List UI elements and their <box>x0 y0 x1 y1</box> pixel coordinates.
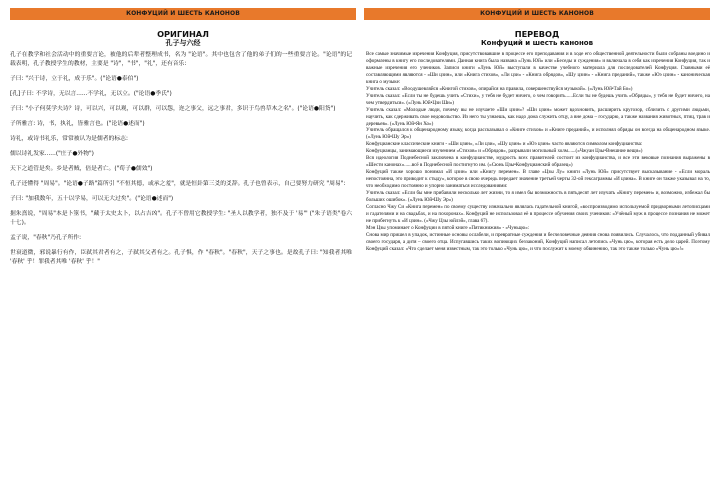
translation-paragraph: Конфуций также хорошо понимал «И цзин» или «Книгу перемен». В главе «Цзы Лу» книги «Лунь Юй» присутствует высказывание - «Если мораль непостоянна, это приводит к стыду», которое в свою очередь передает значение третьей черты 32-ой гексаграммы «И цзина». В книге он также указывал на то, что необходимо постоянно и упорно заниматься исследованиями: <box>366 169 710 190</box>
translation-paragraph: Учитель сказал: «Если ты не будешь учить «Стихи», у тебя не будет ничего, о чем говорить......Если ты не будешь учить «Обряды», у тебя не будет ничего, на чем утвердиться». («Лунь Юй•Цзи Ши») <box>366 92 710 106</box>
original-paragraph: 诗礼，或诗书礼乐，常常被认为是儒者的标志: <box>10 135 128 142</box>
translation-title: ПЕРЕВОД <box>514 29 560 39</box>
translation-paragraph: Согласно Чжу Си «Книга перемен» по своему существу изначально являлась гадательной книгой, «воспроизводимо используемой придворными летописцами и гадателями и на свадьбах, и на похоронах». Конфуций не использовал её в процессе обучения своих учеников: «Учёный муж в процессе познания не может не прибегнуть к «И цзин». («Чжу Цзы юйлэй», глава 67). <box>366 203 710 224</box>
original-paragraph: [孔]子曰: 不学诗，无以言......不学礼，无以立。("论语●季氏") <box>10 90 172 97</box>
original-paragraph: 世衰道微，邪说暴行有作，臣弑其君者有之，子弑其父者有之。孔子惧，作 "春秋"。"春秋"，天子之事也。是故孔子曰: "知我者其唯 '春秋' 乎！罪我者其唯 '春秋' 乎！" <box>10 250 352 265</box>
original-paragraph: 天下之道管是矣。乡是者贼，倍是者亡。("荀子●儒效") <box>10 166 153 173</box>
original-subtitle: 孔子与六经 <box>165 39 201 47</box>
original-paragraph: 子曰: "加我数年，五十以学易，可以无大过矣"。("论语●述而") <box>10 196 174 203</box>
original-paragraph: 儒以诗礼发家......("庄子●外物") <box>10 151 94 158</box>
translation-subtitle: Конфуций и шесть канонов <box>480 39 594 47</box>
translation-paragraph: Мэн Цзы упоминает о Конфуции в пятой книге «Пятикнижия» - «Чуньцю»: <box>366 224 530 231</box>
original-paragraph: 子曰: "兴于诗，立于礼，成于乐"。("论语●泰伯") <box>10 75 139 82</box>
original-title: ОРИГИНАЛ <box>157 29 209 39</box>
original-paragraph: 子所雅言: 诗，书，执礼，皆雅言也。("论语●述而") <box>10 120 145 127</box>
translation-paragraph: Учитель сказал: «Воодушевляйся «Книгой стихов», опирайся на правила, совершенствуйся музыкой». («Лунь Юй•Тай Бо») <box>366 85 633 92</box>
translation-banner: КОНФУЦИЙ И ШЕСТЬ КАНОНОВ <box>364 8 710 20</box>
translation-paragraph: Вся идеология Поднебесной заключена в конфуцианстве, мудрость всех правителей состоит из конфуцианства, и все эти вековые познания выражены в «Шести канонах»......всё в Поднебесной постигнуто им. («Сюнь Цзы•Конфуцианский образец») <box>366 155 710 169</box>
original-page <box>10 0 356 480</box>
original-body <box>10 51 356 266</box>
translation-paragraph: Все самые значимые изречения Конфуция, присутствовавшие в процессе его преподавания и в ходе его общественной деятельности были собраны воедино и оформлены в книгу его последователями. Данная книга была названа «Лунь Юй» или «Беседы и суждения» и включала в себя как изречения Конфуция, так и важные изречения его учеников. Записи книги «Лунь Юй» выступали в качестве учебного материала для последователей Конфуция. Главными её составляющими являются - «Ши цзин», или «Книга стихов», «Ли цзи» - «Книга обрядов», «Шу цзин» - «Книга преданий», также «Юэ цзин» - каноническая книга о музыке: <box>366 51 710 85</box>
translation-paragraph: Конфуцианские классические книги - «Ши цзин», «Ли цзи», «Шу цзин» и «Юэ цзин» часто являются символом конфуцианства: <box>366 141 643 148</box>
translation-paragraph: Учитель сказал: «Если бы мне прибавили несколько лет жизни, то я имел бы возможность в пятьдесят лет изучать «Книгу перемен» и, возможно, избежал бы больших ошибок». («Лунь Юй•Шу Эр») <box>366 190 710 204</box>
translation-paragraph: Учитель обращался к общенародному языку, когда рассказывал о «Книге стихов» и «Книге преданий», и исполнял обряды он всегда на общенародном языке. («Лунь Юй•Шу Эр») <box>366 127 710 141</box>
original-paragraph: 子曰: "小子何莫学夫诗？诗，可以兴，可以观，可以群，可以怨，迩之事父，远之事君，多识于鸟兽草木之名"。("论语●阳货") <box>10 105 336 112</box>
original-paragraph: 孔子在教学和社会活动中的重要言论，被他的后辈者整理成书，名为 "论语"。其中也包含了他的弟子们的一些重要言论。"论语"的记载表明，孔子教授学生的教材，主要是 "诗"，"书"，"礼"，还有音乐: <box>10 52 352 67</box>
original-paragraph: 孟子说，"春秋"乃孔子所作: <box>10 235 82 242</box>
translation-body <box>364 51 710 253</box>
translation-paragraph: Конфуцианцы, занимающиеся изучением «Стихов» и «Обрядов», разрывали могильный холм......(«Чжуан Цзы•Внешние вещи») <box>366 148 643 155</box>
translation-paragraph: Снова мир пришел в упадок, истинные основы ослабели, и превратные суждения и бесчеловечные деяния снова появились. Случалось, что подданный убивал своего государя, а дитя – своего отца. Испугавшись таких вопиющих беззаконий, Конфуций написал летопись «Чунь цю», которая есть дело царей. Поэтому Конфуций сказал: «Что сделает меня известным, так это только «Чунь цю», и что послужит к моему обвинению, так это также только «Чунь цю»!» <box>366 231 710 252</box>
original-paragraph: 孔子还懂得 "周易"。"论语●子路"篇所引 "不恒其德，或承之羞"，就是恒卦第三爻的爻辞。孔子也曾表示，自己要努力研究 "周易": <box>10 181 346 188</box>
original-banner: КОНФУЦИЙ И ШЕСТЬ КАНОНОВ <box>10 8 356 20</box>
translation-paragraph: Учитель сказал: «Молодые люди, почему вы не изучаете «Ши цзин»? «Ши цзин» может вдохновить, расширить кругозор, сблизить с другими людьми, научить, как сдерживать свое недовольство. Из него ты узнаешь, как надо дома служить отцу, а вне дома – государю, а также названия животных, птиц, трав и деревьев». («Лунь Юй•Ян Хо») <box>366 106 710 127</box>
original-paragraph: 据朱熹说，"周易"本是卜筮书，"藏于太史太卜，以占吉凶"。孔子不曾用它教授学生: "圣人以教学者，独不及于 '易'" ("朱子语类"卷六十七)。 <box>10 211 352 226</box>
translation-page <box>364 0 710 480</box>
